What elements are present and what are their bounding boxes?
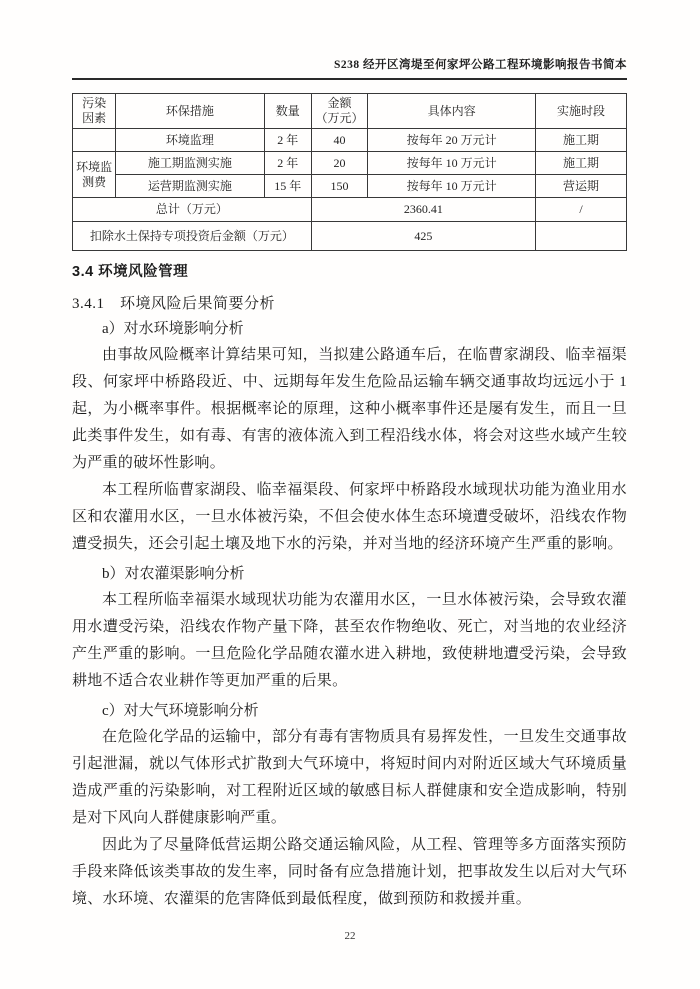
table-row xyxy=(73,152,627,175)
table-header-row xyxy=(73,94,627,129)
cell-deduction-period xyxy=(536,222,627,251)
paragraph-water-impact-1: 由事故风险概率计算结果可知，当拟建公路通车后，在临曹家湖段、临幸福渠段、何家坪中桥路段近、中、远期每年发生危险品运输车辆交通事故均远远小于 1 起，为小概率事件。根据概率论的原理，这种小概率事件还是屡有发生，而且一旦此类事件发生，如有毒、有害的液体流入到工程沿线水体，将会对这些水域产生较为严重的破坏性影响。 xyxy=(72,347,627,471)
table-row xyxy=(73,175,627,198)
section-heading-3-4: 3.4 环境风险管理 xyxy=(72,264,189,280)
subheading-b-irrigation-impact: b）对农灌渠影响分析 xyxy=(102,566,245,582)
cell-deduction-value: 425 xyxy=(311,222,535,251)
cell-qty: 2 年 xyxy=(264,129,311,152)
cell-total-label: 总计（万元） xyxy=(73,198,312,222)
cell-amount: 150 xyxy=(311,175,368,198)
cell-content: 按每年 20 万元计 xyxy=(368,129,536,152)
environmental-cost-table xyxy=(72,93,627,251)
section-heading-3-4-1: 3.4.1 环境风险后果简要分析 xyxy=(72,296,276,312)
table-total-row xyxy=(73,198,627,222)
cell-content: 按每年 10 万元计 xyxy=(368,152,536,175)
cell-amount: 40 xyxy=(311,129,368,152)
col-header-period: 实施时段 xyxy=(536,94,627,129)
cell-measure: 环境监理 xyxy=(116,129,264,152)
cell-period: 施工期 xyxy=(536,129,627,152)
cell-measure: 运营期监测实施 xyxy=(116,175,264,198)
table-row xyxy=(73,129,627,152)
col-header-amount: 金额 （万元） xyxy=(311,94,368,129)
page-number: 22 xyxy=(344,930,356,942)
subheading-a-water-impact: a）对水环境影响分析 xyxy=(102,321,244,337)
cell-total-period: / xyxy=(536,198,627,222)
col-header-pollution-factor: 污染 因素 xyxy=(73,94,116,129)
running-header xyxy=(72,56,627,80)
cell-factor-monitoring-fee: 环境监测费 xyxy=(73,152,116,198)
cell-content: 按每年 10 万元计 xyxy=(368,175,536,198)
cell-period: 营运期 xyxy=(536,175,627,198)
cell-qty: 15 年 xyxy=(264,175,311,198)
cell-total-value: 2360.41 xyxy=(311,198,535,222)
paragraph-air-impact: 在危险化学品的运输中，部分有毒有害物质具有易挥发性，一旦发生交通事故引起泄漏，就以气体形式扩散到大气环境中，将短时间内对附近区域大气环境质量造成严重的污染影响，对工程附近区域的敏感目标人群健康和安全造成影响，特别是对下风向人群健康影响严重。 xyxy=(72,729,627,826)
col-header-content: 具体内容 xyxy=(368,94,536,129)
col-header-quantity: 数量 xyxy=(264,94,311,129)
cell-measure: 施工期监测实施 xyxy=(116,152,264,175)
subheading-c-air-impact: c）对大气环境影响分析 xyxy=(102,703,259,719)
cell-qty: 2 年 xyxy=(264,152,311,175)
table-deduction-row xyxy=(73,222,627,251)
cell-deduction-label: 扣除水土保持专项投资后金额（万元） xyxy=(73,222,312,251)
paragraph-irrigation-impact: 本工程所临幸福渠水域现状功能为农灌用水区，一旦水体被污染，会导致农灌用水遭受污染，沿线农作物产量下降，甚至农作物绝收、死亡，对当地的农业经济产生严重的影响。一旦危险化学品随农灌水进入耕地，致使耕地遭受污染，会导致耕地不适合农业耕作等更加严重的后果。 xyxy=(72,592,627,689)
document-title: S238 经开区湾堤至何家坪公路工程环境影响报告书简本 xyxy=(333,59,627,71)
cell-period: 施工期 xyxy=(536,152,627,175)
paragraph-water-impact-2: 本工程所临曹家湖段、临幸福渠段、何家坪中桥路段水域现状功能为渔业用水区和农灌用水区，一旦水体被污染，不但会使水体生态环境遭受破坏，沿线农作物遭受损失，还会引起土壤及地下水的污染，并对当地的经济环境产生严重的影响。 xyxy=(72,482,627,552)
paragraph-risk-prevention: 因此为了尽量降低营运期公路交通运输风险，从工程、管理等多方面落实预防手段来降低该类事故的发生率，同时备有应急措施计划，把事故发生以后对大气环境、水环境、农灌渠的危害降低到最低程度，做到预防和救援并重。 xyxy=(72,837,627,907)
cell-factor-empty xyxy=(73,129,116,152)
col-header-measure: 环保措施 xyxy=(116,94,264,129)
cell-amount: 20 xyxy=(311,152,368,175)
